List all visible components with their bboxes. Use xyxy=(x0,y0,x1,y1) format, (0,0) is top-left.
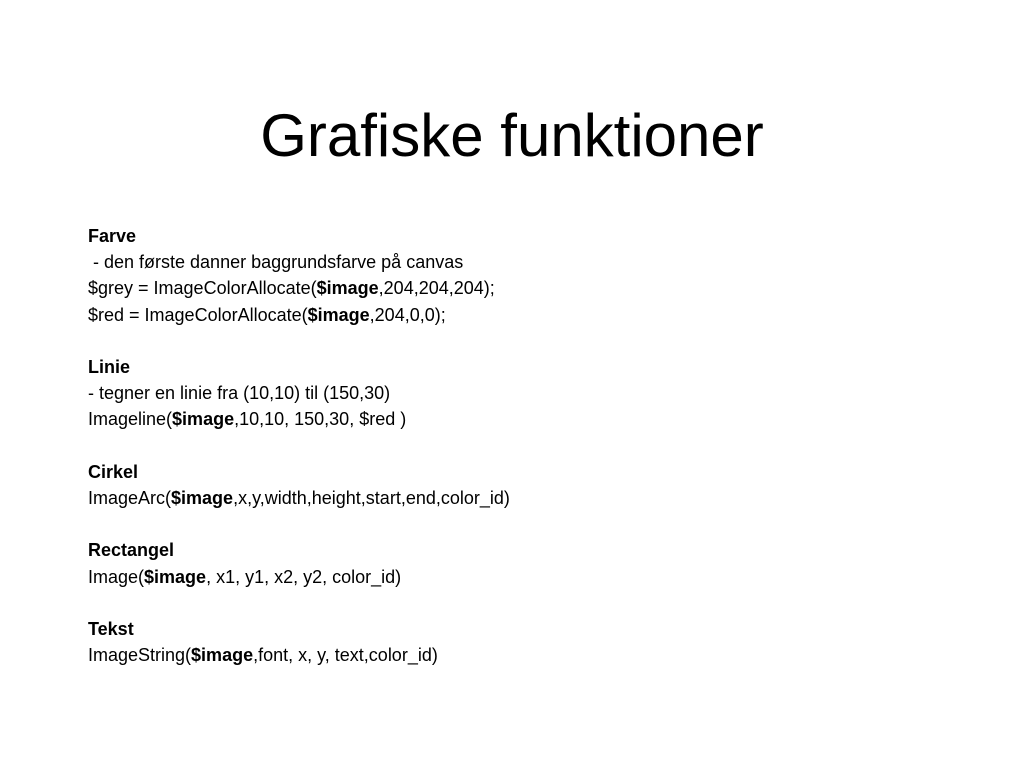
code-post: ,204,204,204); xyxy=(378,278,495,299)
code-pre: Image( xyxy=(88,566,145,587)
code-pre: ImageArc( xyxy=(88,488,172,508)
section-heading-farve: Farve xyxy=(88,226,137,246)
section-desc-linie: - tegner en linie fra (10,10) til (150,30) xyxy=(88,383,391,404)
section-heading-rectangel: Rectangel xyxy=(88,540,175,561)
code-pre: Imageline( xyxy=(88,409,173,430)
code-line-imagestring xyxy=(88,642,948,668)
blank-line xyxy=(88,433,948,459)
section-heading-cirkel: Cirkel xyxy=(88,461,139,482)
code-line-grey xyxy=(88,275,948,301)
code-line-image xyxy=(88,564,948,590)
code-line-imagearc xyxy=(88,485,948,511)
slide-body xyxy=(88,223,948,668)
code-post: ,font, x, y, text,color_id) xyxy=(253,645,438,666)
code-post: ,204,0,0); xyxy=(369,304,446,325)
code-var: $image xyxy=(171,488,234,508)
code-line-imageline xyxy=(88,406,948,432)
blank-line xyxy=(88,328,948,354)
code-var: $image xyxy=(316,278,379,299)
code-post: ,x,y,width,height,start,end,color_id) xyxy=(233,488,510,508)
code-pre: $grey = ImageColorAllocate( xyxy=(88,278,317,299)
blank-line xyxy=(88,511,948,537)
code-line-red xyxy=(88,302,948,328)
blank-line xyxy=(88,590,948,616)
code-var: $image xyxy=(191,645,254,666)
code-var: $image xyxy=(144,566,207,587)
code-pre: ImageString( xyxy=(88,645,192,666)
code-var: $image xyxy=(172,409,235,430)
code-post: , x1, y1, x2, y2, color_id) xyxy=(206,566,402,587)
section-heading-tekst: Tekst xyxy=(88,618,134,639)
code-var: $image xyxy=(307,304,370,325)
code-post: ,10,10, 150,30, $red ) xyxy=(234,409,407,430)
code-pre: $red = ImageColorAllocate( xyxy=(88,304,308,325)
section-heading-linie: Linie xyxy=(88,357,131,377)
section-desc-farve: - den første danner baggrundsfarve på canvas xyxy=(88,252,464,273)
slide-title: Grafiske funktioner xyxy=(260,102,764,169)
